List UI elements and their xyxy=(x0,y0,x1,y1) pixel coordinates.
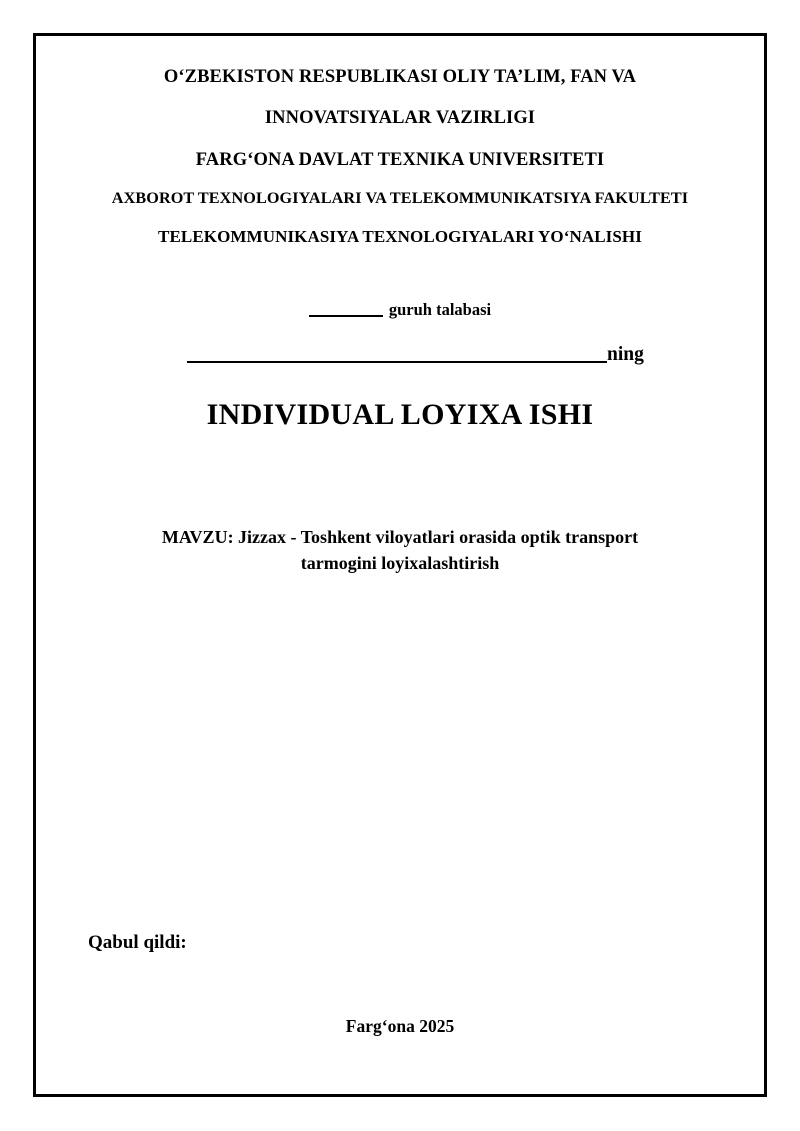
heading-university: FARG‘ONA DAVLAT TEXNIKA UNIVERSITETI xyxy=(195,149,605,170)
institution-heading xyxy=(55,33,745,248)
work-type-title: INDIVIDUAL LOYIXA ISHI xyxy=(206,398,594,432)
student-name-suffix: ning xyxy=(607,344,644,366)
topic-line-1: MAVZU: Jizzax - Toshkent viloyatlari orasida optik transport xyxy=(161,527,639,548)
student-name-blank[interactable] xyxy=(187,361,607,363)
heading-ministry-line-1: O‘ZBEKISTON RESPUBLIKASI OLIY TA’LIM, FAN VA xyxy=(163,67,637,87)
group-number-blank[interactable] xyxy=(309,315,383,317)
group-line xyxy=(55,300,745,320)
footer-place-year: Farg‘ona 2025 xyxy=(345,1016,455,1037)
accepted-by-label: Qabul qildi: xyxy=(88,932,187,954)
page-content xyxy=(33,33,767,1097)
topic-line-2: tarmogini loyixalashtirish xyxy=(300,553,500,574)
group-label: guruh talabasi xyxy=(388,300,492,320)
student-name-line xyxy=(55,344,745,366)
heading-specialty: TELEKOMMUNIKASIYA TEXNOLOGIYALARI YO‘NALISHI xyxy=(158,226,642,246)
heading-faculty: AXBOROT TEXNOLOGIYALARI VA TELEKOMMUNIKATSIYA FAKULTETI xyxy=(111,189,689,208)
heading-ministry-line-2: INNOVATSIYALAR VAZIRLIGI xyxy=(264,108,536,129)
topic-block xyxy=(55,524,745,576)
